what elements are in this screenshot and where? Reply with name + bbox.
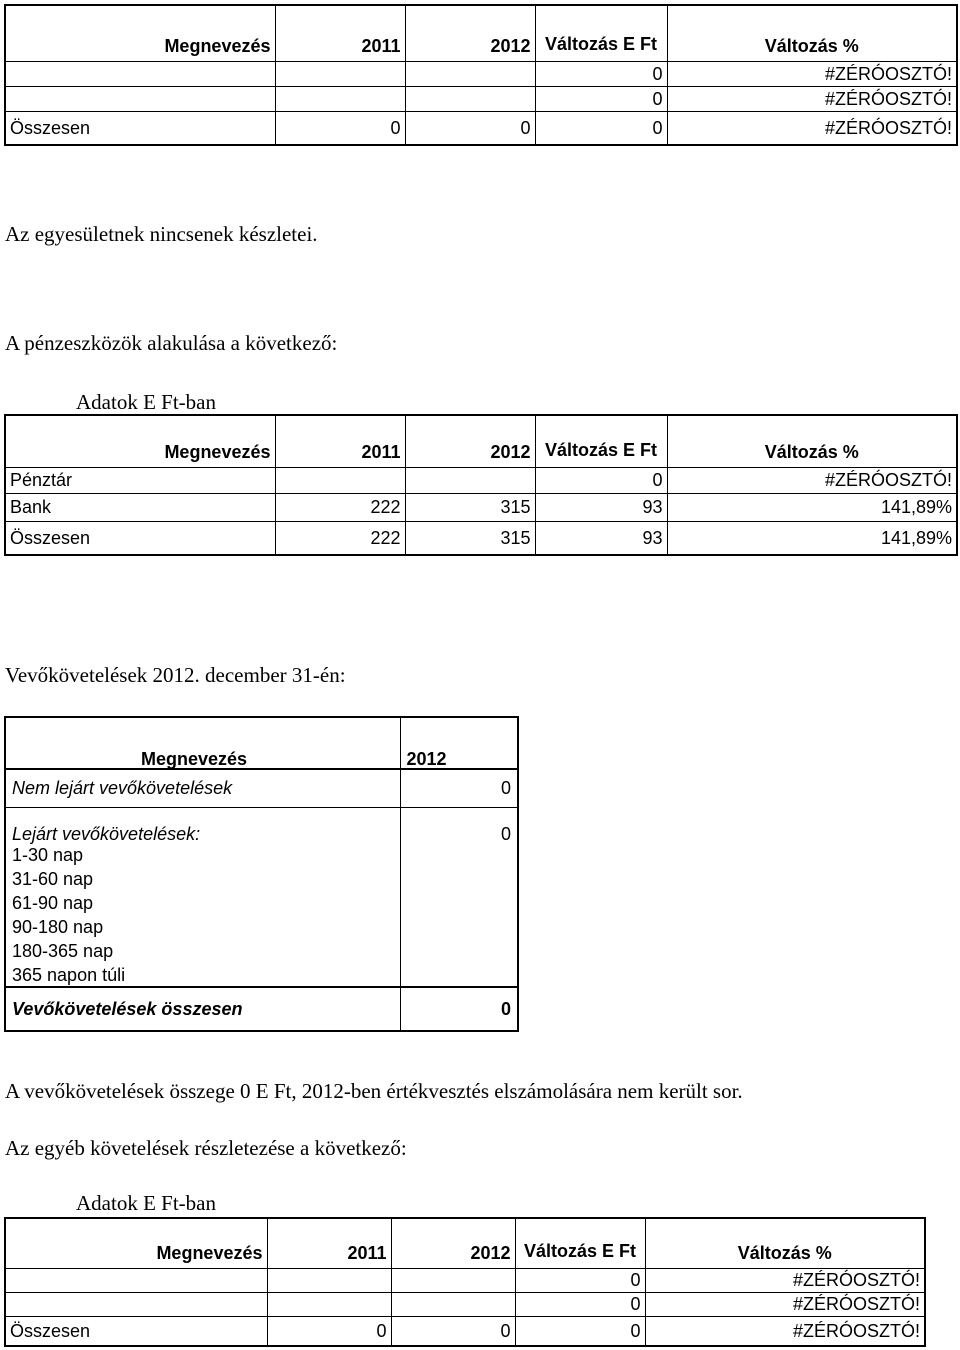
cell: [275, 467, 405, 493]
header-2011: 2011: [275, 5, 405, 61]
cell: 141,89%: [667, 493, 957, 521]
cell: [5, 1268, 267, 1292]
header-2011: 2011: [275, 415, 405, 467]
cell: #ZÉRÓOSZTÓ!: [667, 111, 957, 145]
cell: #ZÉRÓOSZTÓ!: [645, 1292, 925, 1316]
cell: 141,89%: [667, 521, 957, 555]
cell: #ZÉRÓOSZTÓ!: [645, 1316, 925, 1346]
header-2012: 2012: [405, 5, 535, 61]
cell: [391, 1268, 515, 1292]
text-cash-intro: A pénzeszközök alakulása a következő:: [5, 331, 338, 355]
header-name: Megnevezés: [5, 717, 400, 769]
table-other: [4, 1217, 926, 1347]
text-receivables-note: A vevőkövetelések összege 0 E Ft, 2012-ben értékvesztés elszámolására nem került sor.: [5, 1079, 743, 1103]
row-not-due-value: 0: [400, 769, 518, 807]
cell: 0: [535, 111, 667, 145]
cell-total-label: Összesen: [5, 111, 275, 145]
table-receivables: [4, 716, 519, 1032]
cell: 0: [535, 467, 667, 493]
bucket-value: [400, 963, 518, 987]
header-change-ft: Változás E Ft: [535, 415, 667, 467]
cell: 0: [515, 1316, 645, 1346]
cell-total-label: Összesen: [5, 521, 275, 555]
caption-other: Adatok E Ft-ban: [76, 1191, 216, 1215]
cell: 0: [405, 111, 535, 145]
header-2011: 2011: [267, 1218, 391, 1268]
text-receivables-title: Vevőkövetelések 2012. december 31-én:: [5, 663, 346, 687]
cell: 315: [405, 493, 535, 521]
cell: [267, 1292, 391, 1316]
bucket-label: 90-180 nap: [5, 915, 400, 939]
cell: 0: [535, 61, 667, 86]
text-other-intro: Az egyéb követelések részletezése a következő:: [5, 1136, 407, 1160]
table-cash: [4, 414, 958, 556]
row-overdue-label: Lejárt vevőkövetelések:: [5, 807, 400, 843]
row-total-value: 0: [400, 987, 518, 1031]
bucket-value: [400, 891, 518, 915]
cell: 0: [391, 1316, 515, 1346]
cell: [391, 1292, 515, 1316]
cell: 0: [267, 1316, 391, 1346]
row-total-label: Vevőkövetelések összesen: [5, 987, 400, 1031]
header-change-pct: Változás %: [667, 415, 957, 467]
header-name: Megnevezés: [5, 415, 275, 467]
cell: 0: [515, 1268, 645, 1292]
header-change-pct: Változás %: [645, 1218, 925, 1268]
bucket-value: [400, 939, 518, 963]
cell-label: Bank: [5, 493, 275, 521]
header-2012: 2012: [405, 415, 535, 467]
bucket-label: 180-365 nap: [5, 939, 400, 963]
caption-cash: Adatok E Ft-ban: [76, 390, 216, 414]
cell-total-label: Összesen: [5, 1316, 267, 1346]
row-not-due-label: Nem lejárt vevőkövetelések: [5, 769, 400, 807]
cell-label: Pénztár: [5, 467, 275, 493]
bucket-value: [400, 915, 518, 939]
text-no-stock: Az egyesületnek nincsenek készletei.: [5, 222, 318, 246]
header-2012: 2012: [391, 1218, 515, 1268]
bucket-value: [400, 843, 518, 867]
cell: 0: [515, 1292, 645, 1316]
cell: [5, 61, 275, 86]
cell: [275, 86, 405, 111]
cell: 93: [535, 493, 667, 521]
cell: #ZÉRÓOSZTÓ!: [667, 86, 957, 111]
cell: 222: [275, 493, 405, 521]
header-name: Megnevezés: [5, 5, 275, 61]
table-top: [4, 4, 958, 146]
cell: 93: [535, 521, 667, 555]
cell: [267, 1268, 391, 1292]
cell: [405, 86, 535, 111]
cell: #ZÉRÓOSZTÓ!: [645, 1268, 925, 1292]
header-2012: 2012: [400, 717, 518, 769]
cell: [5, 1292, 267, 1316]
cell: 315: [405, 521, 535, 555]
header-change-ft: Változás E Ft: [515, 1218, 645, 1268]
header-change-ft: Változás E Ft: [535, 5, 667, 61]
cell: [405, 61, 535, 86]
cell: [405, 467, 535, 493]
cell: [275, 61, 405, 86]
cell: 0: [535, 86, 667, 111]
cell: #ZÉRÓOSZTÓ!: [667, 61, 957, 86]
header-name: Megnevezés: [5, 1218, 267, 1268]
bucket-label: 61-90 nap: [5, 891, 400, 915]
cell: 222: [275, 521, 405, 555]
bucket-label: 1-30 nap: [5, 843, 400, 867]
row-overdue-value: 0: [400, 807, 518, 843]
bucket-label: 365 napon túli: [5, 963, 400, 987]
bucket-label: 31-60 nap: [5, 867, 400, 891]
cell: 0: [275, 111, 405, 145]
cell: #ZÉRÓOSZTÓ!: [667, 467, 957, 493]
cell: [5, 86, 275, 111]
header-change-pct: Változás %: [667, 5, 957, 61]
bucket-value: [400, 867, 518, 891]
